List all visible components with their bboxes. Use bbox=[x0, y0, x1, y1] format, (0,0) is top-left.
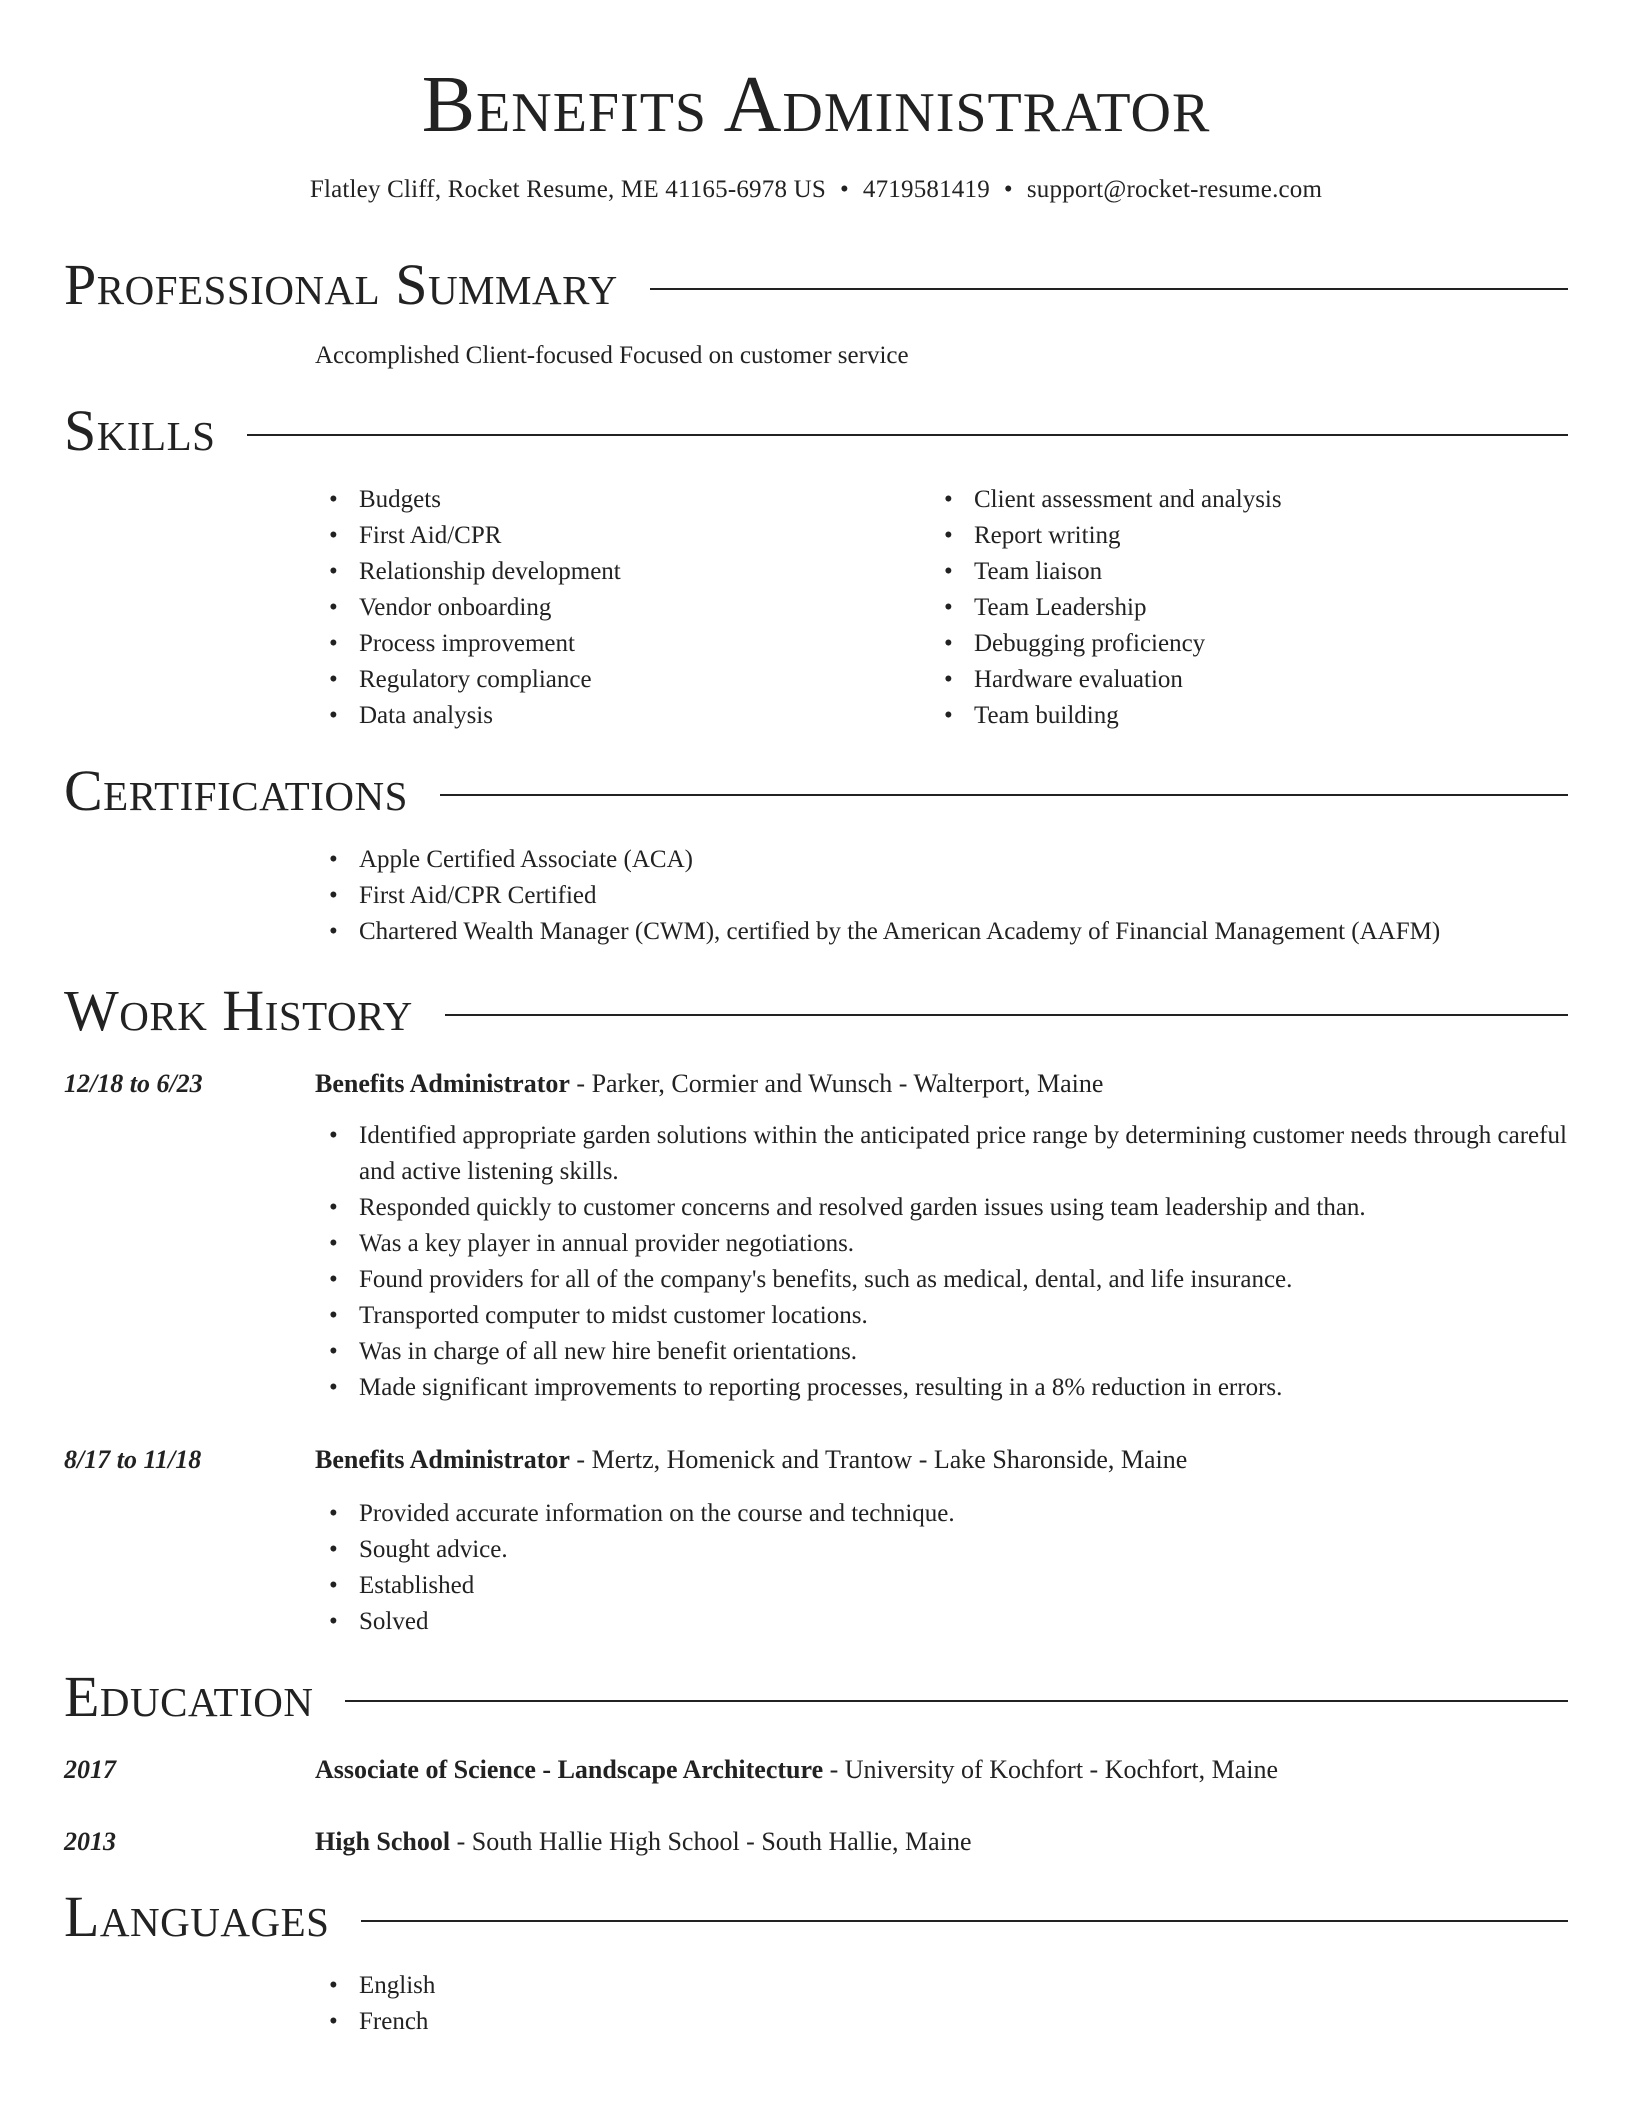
job-bullet: • Found providers for all of the company's benefits, such as medical, dental, and life insurance. bbox=[315, 1262, 1568, 1298]
section-header-certifications bbox=[64, 756, 1568, 826]
language-item: • English bbox=[315, 1968, 435, 2004]
section-divider bbox=[361, 1920, 1568, 1922]
job-bullet: • Provided accurate information on the course and technique. bbox=[315, 1496, 955, 1532]
contact-phone: 4719581419 bbox=[862, 176, 990, 203]
section-title: Skills bbox=[64, 398, 216, 463]
languages-list bbox=[315, 1968, 435, 2040]
section-divider bbox=[440, 794, 1568, 796]
contact-email: support@rocket-resume.com bbox=[1026, 176, 1323, 203]
job-dates: 12/18 to 6/23 bbox=[64, 1069, 203, 1098]
section-divider bbox=[247, 434, 1568, 436]
section-header-summary bbox=[64, 250, 1568, 320]
education-entry bbox=[315, 1752, 1278, 1788]
section-header-work-history bbox=[64, 976, 1568, 1046]
section-header-languages bbox=[64, 1882, 1568, 1952]
skill-item: • Vendor onboarding bbox=[315, 590, 621, 626]
education-degree: Associate of Science - Landscape Architecture bbox=[315, 1755, 824, 1784]
resume-name: Benefits Administrator bbox=[421, 61, 1211, 149]
skill-item: • Process improvement bbox=[315, 626, 621, 662]
job-company: - Parker, Cormier and Wunsch - Walterport, Maine bbox=[569, 1069, 1104, 1098]
job-company: - Mertz, Homenick and Trantow - Lake Sharonside, Maine bbox=[569, 1445, 1188, 1474]
section-divider bbox=[345, 1700, 1568, 1702]
skill-item: • Client assessment and analysis bbox=[930, 482, 1282, 518]
job-bullet: • Identified appropriate garden solutions within the anticipated price range by determining customer needs through careful and active listening skills. bbox=[315, 1118, 1568, 1190]
job-bullets bbox=[315, 1118, 1568, 1406]
section-header-education bbox=[64, 1662, 1568, 1732]
skill-item: • Team Leadership bbox=[930, 590, 1282, 626]
job-bullet: • Made significant improvements to reporting processes, resulting in a 8% reduction in errors. bbox=[315, 1370, 1568, 1406]
contact-address: Flatley Cliff, Rocket Resume, ME 41165-6978 US bbox=[309, 176, 826, 203]
job-heading bbox=[315, 1066, 1103, 1102]
skill-item: • Report writing bbox=[930, 518, 1282, 554]
skill-item: • Team building bbox=[930, 698, 1282, 734]
section-header-skills bbox=[64, 396, 1568, 466]
job-bullet: • Responded quickly to customer concerns and resolved garden issues using team leadership and than. bbox=[315, 1190, 1568, 1226]
job-bullet: • Solved bbox=[315, 1604, 955, 1640]
education-entry bbox=[315, 1824, 971, 1860]
section-title: Education bbox=[64, 1664, 314, 1729]
job-bullet: • Was a key player in annual provider negotiations. bbox=[315, 1226, 1568, 1262]
certification-item: • First Aid/CPR Certified bbox=[315, 878, 1440, 914]
contact-separator: • bbox=[1003, 176, 1013, 203]
skill-item: • Hardware evaluation bbox=[930, 662, 1282, 698]
job-bullet: • Sought advice. bbox=[315, 1532, 955, 1568]
education-school: - University of Kochfort - Kochfort, Maine bbox=[823, 1755, 1278, 1784]
education-year: 2017 bbox=[64, 1755, 116, 1784]
skill-item: • Team liaison bbox=[930, 554, 1282, 590]
education-year: 2013 bbox=[64, 1827, 116, 1856]
skill-item: • Data analysis bbox=[315, 698, 621, 734]
section-title: Languages bbox=[64, 1884, 330, 1949]
education-degree: High School bbox=[315, 1827, 451, 1856]
job-bullet: • Transported computer to midst customer locations. bbox=[315, 1298, 1568, 1334]
section-title: Certifications bbox=[64, 758, 408, 823]
skill-item: • Regulatory compliance bbox=[315, 662, 621, 698]
skill-item: • First Aid/CPR bbox=[315, 518, 621, 554]
job-bullet: • Established bbox=[315, 1568, 955, 1604]
contact-line bbox=[0, 172, 1632, 208]
skills-list-left bbox=[315, 482, 621, 734]
job-title: Benefits Administrator bbox=[315, 1069, 570, 1098]
job-heading bbox=[315, 1442, 1187, 1478]
skill-item: • Relationship development bbox=[315, 554, 621, 590]
job-title: Benefits Administrator bbox=[315, 1445, 570, 1474]
job-bullets bbox=[315, 1496, 955, 1640]
certifications-list bbox=[315, 842, 1440, 950]
section-title: Professional Summary bbox=[64, 252, 618, 317]
education-school: - South Hallie High School - South Hallie, Maine bbox=[450, 1827, 972, 1856]
section-divider bbox=[650, 288, 1568, 290]
skill-item: • Budgets bbox=[315, 482, 621, 518]
certification-item: • Chartered Wealth Manager (CWM), certified by the American Academy of Financial Management (AAFM) bbox=[315, 914, 1440, 950]
summary-text: Accomplished Client-focused Focused on customer service bbox=[315, 342, 909, 369]
contact-separator: • bbox=[839, 176, 849, 203]
job-dates: 8/17 to 11/18 bbox=[64, 1445, 202, 1474]
skill-item: • Debugging proficiency bbox=[930, 626, 1282, 662]
language-item: • French bbox=[315, 2004, 435, 2040]
section-title: Work History bbox=[64, 978, 413, 1043]
job-bullet: • Was in charge of all new hire benefit orientations. bbox=[315, 1334, 1568, 1370]
skills-list-right bbox=[930, 482, 1282, 734]
section-divider bbox=[445, 1014, 1568, 1016]
certification-item: • Apple Certified Associate (ACA) bbox=[315, 842, 1440, 878]
